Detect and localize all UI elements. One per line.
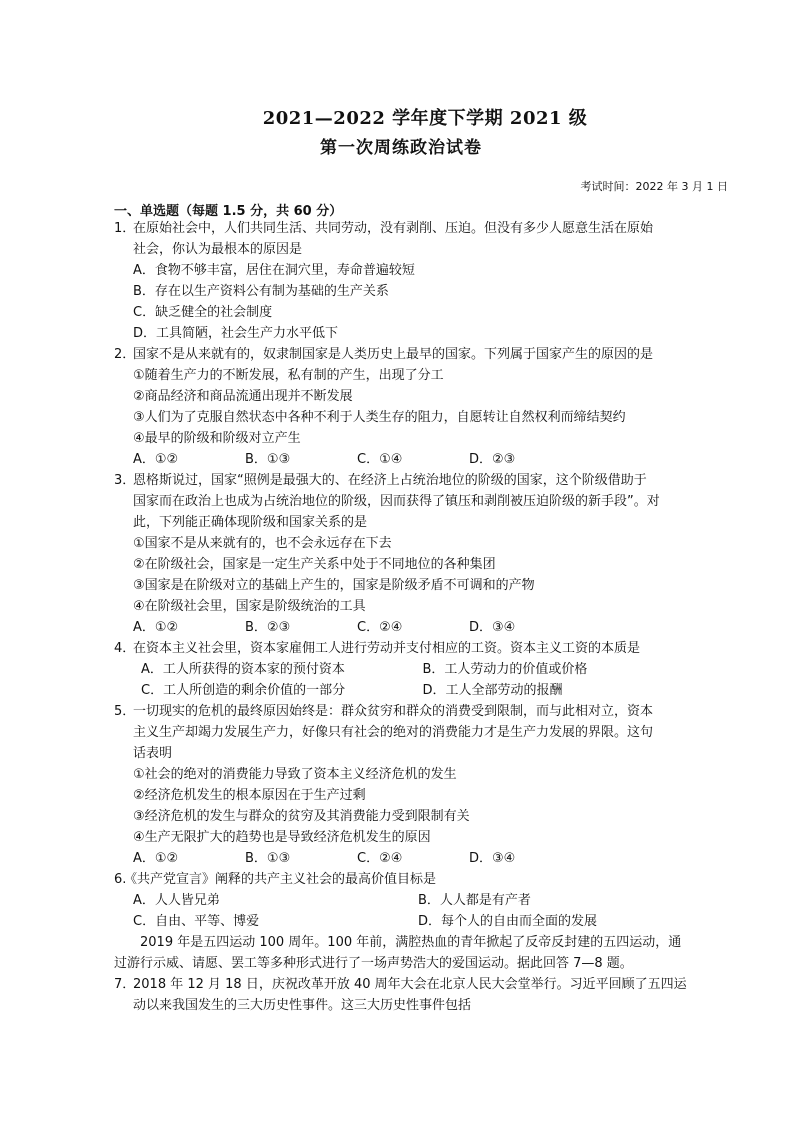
question-stem: 恩格斯说过，国家“照例是最强大的、在经济上占统治地位的阶级的国家，这个阶级借助于: [133, 473, 647, 488]
option-a: A．人人皆兄弟: [133, 893, 220, 908]
statement-3: ③国家是在阶级对立的基础上产生的，国家是阶级矛盾不可调和的产物: [133, 578, 535, 593]
options-row: [124, 890, 704, 911]
option-b: B．存在以生产资料公有制为基础的生产关系: [133, 284, 389, 299]
question-stem: 动以来我国发生的三大历史性事件。这三大历史性事件包括: [133, 998, 472, 1013]
option-a: A．工人所获得的资本家的预付资本: [141, 662, 345, 677]
exam-title: 2021—2022 学年度下学期 2021 级: [262, 108, 588, 129]
statement-1: ①国家不是从来就有的，也不会永远存在下去: [133, 536, 392, 551]
option-a: A．食物不够丰富，居住在洞穴里，寿命普遍较短: [133, 263, 415, 278]
option-b: B．①③: [245, 452, 291, 467]
question-7: [114, 974, 704, 1016]
statement-4: ④生产无限扩大的趋势也是导致经济危机发生的原因: [133, 830, 431, 845]
option-c: C．②④: [357, 851, 403, 866]
options-row: [133, 680, 704, 701]
question-number: 4．: [114, 641, 136, 656]
option-a: A．①②: [133, 851, 179, 866]
option-b: B．人人都是有产者: [418, 893, 531, 908]
options-row: [133, 617, 704, 638]
question-stem: 在资本主义社会里，资本家雇佣工人进行劳动并支付相应的工资。资本主义工资的本质是: [133, 641, 641, 656]
statement-4: ④在阶级社会里，国家是阶级统治的工具: [133, 599, 366, 614]
option-b: B．工人劳动力的价值或价格: [422, 662, 588, 677]
option-c: C．①④: [357, 452, 403, 467]
statement-3: ③人们为了克服自然状态中各种不利于人类生存的阻力，自愿转让自然权利而缔结契约: [133, 410, 626, 425]
question-5: [114, 701, 704, 869]
option-d: D．③④: [469, 620, 516, 635]
option-b: B．①③: [245, 851, 291, 866]
question-stem: 此，下列能正确体现阶级和国家关系的是: [133, 515, 368, 530]
option-d: D．②③: [469, 452, 516, 467]
options-row: [133, 848, 704, 869]
options-row: [124, 911, 704, 932]
question-4: [114, 638, 704, 701]
question-1: [114, 218, 704, 344]
question-stem: 在原始社会中，人们共同生活、共同劳动，没有剥削、压迫。但没有多少人愿意生活在原始: [133, 221, 654, 236]
statement-2: ②在阶级社会，国家是一定生产关系中处于不同地位的各种集团: [133, 557, 496, 572]
option-a: A．①②: [133, 620, 179, 635]
question-stem: 《共产党宣言》阐释的共产主义社会的最高价值目标是: [124, 872, 437, 887]
option-c: C．工人所创造的剩余价值的一部分: [141, 683, 346, 698]
option-d: D．工具简陋，社会生产力水平低下: [133, 326, 339, 341]
question-number: 5．: [114, 704, 136, 719]
question-2: [114, 344, 704, 470]
option-d: D．每个人的自由而全面的发展: [418, 914, 598, 929]
question-stem: 国家不是从来就有的，奴隶制国家是人类历史上最早的国家。下列属于国家产生的原因的是: [133, 347, 654, 362]
question-6: [114, 869, 704, 932]
options-row: [133, 449, 704, 470]
option-c: C．②④: [357, 620, 403, 635]
options-row: [133, 659, 704, 680]
question-stem: 一切现实的危机的最终原因始终是：群众贫穷和群众的消费受到限制，而与此相对立，资本: [133, 704, 654, 719]
question-stem: 2018 年 12 月 18 日，庆祝改革开放 40 周年大会在北京人民大会堂举行。习近平回顾了五四运: [133, 977, 687, 992]
option-c: C．缺乏健全的社会制度: [133, 305, 273, 320]
passage-line: 2019 年是五四运动 100 周年。100 年前，满腔热血的青年掀起了反帝反封建的五四运动，通: [140, 935, 682, 950]
question-number: 7．: [114, 977, 136, 992]
question-number: 1．: [114, 221, 136, 236]
statement-1: ①社会的绝对的消费能力导致了资本主义经济危机的发生: [133, 767, 457, 782]
question-stem: 国家而在政治上也成为占统治地位的阶级，因而获得了镇压和剥削被压迫阶级的新手段”。对: [133, 494, 660, 509]
statement-4: ④最早的阶级和阶级对立产生: [133, 431, 301, 446]
question-stem: 社会，你认为最根本的原因是: [133, 242, 303, 257]
option-d: D．工人全部劳动的报酬: [422, 683, 563, 698]
question-stem: 话表明: [133, 746, 173, 761]
question-number: 6.: [114, 872, 127, 887]
statement-1: ①随着生产力的不断发展，私有制的产生，出现了分工: [133, 368, 444, 383]
exam-subtitle: 第一次周练政治试卷: [320, 138, 482, 158]
questions-body: [114, 218, 704, 1016]
option-c: C．自由、平等、博爱: [133, 914, 260, 929]
option-a: A．①②: [133, 452, 179, 467]
option-b: B．②③: [245, 620, 291, 635]
passage-line: 过游行示威、请愿、罢工等多种形式进行了一场声势浩大的爱国运动。据此回答 7—8 题。: [114, 956, 633, 971]
statement-2: ②经济危机发生的根本原因在于生产过剩: [133, 788, 366, 803]
statement-2: ②商品经济和商品流通出现并不断发展: [133, 389, 353, 404]
question-stem: 主义生产却竭力发展生产力，好像只有社会的绝对的消费能力才是生产力发展的界限。这句: [133, 725, 654, 740]
question-number: 3．: [114, 473, 136, 488]
question-number: 2．: [114, 347, 136, 362]
option-d: D．③④: [469, 851, 516, 866]
section-heading: 一、单选题（每题 1.5 分，共 60 分）: [114, 204, 343, 219]
exam-time: 考试时间：2022 年 3 月 1 日: [580, 180, 728, 193]
question-3: [114, 470, 704, 638]
reading-passage: [114, 932, 704, 974]
statement-3: ③经济危机的发生与群众的贫穷及其消费能力受到限制有关: [133, 809, 470, 824]
